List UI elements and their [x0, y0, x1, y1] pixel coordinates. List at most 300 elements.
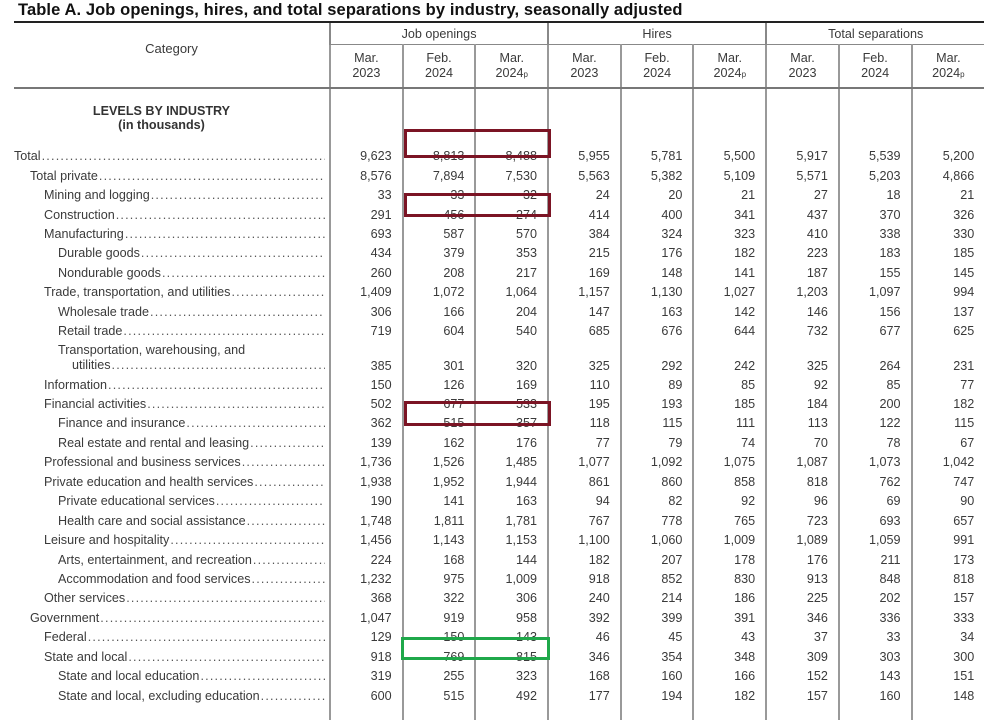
row-label-text: Nondurable goods [58, 264, 162, 283]
dot-leader [151, 186, 325, 205]
cell-hires: 858 [693, 473, 766, 492]
cell-hires: 193 [621, 395, 694, 414]
table-row [14, 648, 984, 667]
cell-job-openings: 8,576 [330, 166, 403, 185]
cell-total-separations: 913 [766, 570, 839, 589]
cell-total-separations: 1,073 [839, 453, 912, 472]
cell-job-openings: 1,047 [330, 609, 403, 628]
cell-hires: 79 [621, 434, 694, 453]
section-row [14, 88, 984, 147]
table-row [14, 492, 984, 511]
cell-total-separations: 1,059 [839, 531, 912, 550]
dot-leader [128, 648, 325, 667]
row-label-text: Accommodation and food services [58, 570, 252, 589]
dot-leader [126, 589, 325, 608]
table-row [14, 205, 984, 224]
cell-hires: 5,500 [693, 147, 766, 166]
preliminary-marker: p [960, 70, 965, 79]
section-heading [14, 88, 330, 147]
dot-leader [186, 414, 325, 433]
cell-hires: 21 [693, 186, 766, 205]
table-row [14, 511, 984, 530]
cell-hires: 384 [548, 225, 621, 244]
cell-job-openings: 719 [330, 322, 403, 341]
cell-hires: 147 [548, 303, 621, 322]
cell-total-separations: 184 [766, 395, 839, 414]
cell-hires: 5,382 [621, 166, 694, 185]
cell-hires: 5,955 [548, 147, 621, 166]
cell-hires: 644 [693, 322, 766, 341]
row-label-text: State and local [44, 648, 128, 667]
row-label-line1: Transportation, warehousing, and [58, 343, 246, 358]
cell-job-openings: 32 [475, 186, 548, 205]
month-header-job-openings [330, 45, 403, 89]
row-label-text: Government [30, 609, 100, 628]
cell-hires: 182 [693, 244, 766, 263]
cell-total-separations: 625 [912, 322, 984, 341]
cell-job-openings: 255 [403, 667, 476, 686]
table-row [14, 434, 984, 453]
cell-job-openings: 379 [403, 244, 476, 263]
cell-job-openings: 8,488 [475, 147, 548, 166]
year-label [841, 66, 910, 81]
cell-total-separations: 223 [766, 244, 839, 263]
cell-hires: 852 [621, 570, 694, 589]
cell-total-separations: 264 [839, 341, 912, 375]
cell-hires: 110 [548, 375, 621, 394]
row-label-text: State and local, excluding education [58, 687, 261, 706]
cell-total-separations: 5,539 [839, 147, 912, 166]
header-group-row [14, 23, 984, 45]
cell-job-openings: 533 [475, 395, 548, 414]
year-text: 2023 [788, 66, 817, 80]
row-label [14, 395, 330, 414]
cell-hires: 142 [693, 303, 766, 322]
cell-total-separations: 78 [839, 434, 912, 453]
row-label-text: Construction [44, 206, 116, 225]
cell-hires: 178 [693, 550, 766, 569]
section-subtitle: (in thousands) [118, 118, 205, 132]
row-label-text: State and local education [58, 667, 200, 686]
table-row [14, 589, 984, 608]
year-text: 2024 [643, 66, 672, 80]
row-label [14, 570, 330, 589]
cell-hires: 207 [621, 550, 694, 569]
table-row [14, 322, 984, 341]
table-row [14, 531, 984, 550]
dot-leader [253, 551, 325, 570]
cell-job-openings: 319 [330, 667, 403, 686]
dot-leader [216, 492, 325, 511]
preliminary-marker: p [741, 70, 747, 79]
cell-hires: 323 [693, 225, 766, 244]
cell-total-separations: 182 [912, 395, 984, 414]
table-row [14, 453, 984, 472]
cell-job-openings: 815 [475, 648, 548, 667]
cell-hires: 400 [621, 205, 694, 224]
cell-hires: 765 [693, 511, 766, 530]
row-label-text: Finance and insurance [58, 414, 186, 433]
row-label-text: Leisure and hospitality [44, 531, 170, 550]
cell-hires: 348 [693, 648, 766, 667]
year-text: 2024 [425, 66, 454, 80]
cell-total-separations: 115 [912, 414, 984, 433]
cell-total-separations: 185 [912, 244, 984, 263]
cell-total-separations: 994 [912, 283, 984, 302]
cell-hires: 111 [693, 414, 766, 433]
cell-total-separations: 762 [839, 473, 912, 492]
cell-hires: 242 [693, 341, 766, 375]
cell-total-separations: 152 [766, 667, 839, 686]
table-row [14, 186, 984, 205]
cell-hires: 1,027 [693, 283, 766, 302]
cell-total-separations: 176 [766, 550, 839, 569]
cell-job-openings: 306 [330, 303, 403, 322]
cell-job-openings: 604 [403, 322, 476, 341]
table-title: Table A. Job openings, hires, and total separations by industry, seasonally adjusted [18, 1, 683, 19]
row-label [14, 147, 330, 166]
row-label [14, 473, 330, 492]
month-label: Feb. [426, 51, 452, 65]
year-label [332, 66, 401, 81]
cell-total-separations: 1,097 [839, 283, 912, 302]
cell-total-separations: 410 [766, 225, 839, 244]
dot-leader [112, 358, 326, 373]
cell-hires: 43 [693, 628, 766, 647]
cell-total-separations: 137 [912, 303, 984, 322]
month-header-job-openings [403, 45, 476, 89]
cell-total-separations: 90 [912, 492, 984, 511]
row-label-text: Durable goods [58, 244, 141, 263]
cell-job-openings: 1,485 [475, 453, 548, 472]
cell-job-openings: 306 [475, 589, 548, 608]
cell-job-openings: 322 [403, 589, 476, 608]
row-label-line2: utilities [72, 358, 111, 373]
cell-total-separations: 693 [839, 511, 912, 530]
cell-hires: 676 [621, 322, 694, 341]
cell-hires: 195 [548, 395, 621, 414]
cell-job-openings: 1,736 [330, 453, 403, 472]
table-row [14, 283, 984, 302]
cell-hires: 240 [548, 589, 621, 608]
cell-job-openings: 918 [330, 648, 403, 667]
cell-hires: 1,060 [621, 531, 694, 550]
row-label [14, 628, 330, 647]
cell-total-separations: 309 [766, 648, 839, 667]
cell-hires: 77 [548, 434, 621, 453]
cell-job-openings: 362 [330, 414, 403, 433]
dot-leader [42, 147, 325, 166]
year-label [623, 66, 692, 81]
year-text: 2024 [713, 66, 742, 80]
cell-job-openings: 1,456 [330, 531, 403, 550]
group-header-total-separations: Total separations [766, 23, 984, 45]
cell-job-openings: 1,072 [403, 283, 476, 302]
cell-hires: 24 [548, 186, 621, 205]
row-label [14, 205, 330, 224]
cell-hires: 354 [621, 648, 694, 667]
table-row [14, 628, 984, 647]
row-label-text: Total private [30, 167, 99, 186]
row-label-text: Professional and business services [44, 453, 242, 472]
cell-hires: 45 [621, 628, 694, 647]
row-label-text: Private education and health services [44, 473, 254, 492]
cell-job-openings: 208 [403, 264, 476, 283]
month-header-hires [621, 45, 694, 89]
dot-leader [123, 322, 325, 341]
cell-job-openings: 1,944 [475, 473, 548, 492]
row-label [14, 166, 330, 185]
cell-total-separations: 173 [912, 550, 984, 569]
cell-hires: 169 [548, 264, 621, 283]
year-label [695, 66, 764, 81]
row-label-text: Financial activities [44, 395, 147, 414]
row-label-text: Trade, transportation, and utilities [44, 283, 231, 302]
cell-hires: 860 [621, 473, 694, 492]
row-label-text: Mining and logging [44, 186, 151, 205]
cell-job-openings: 975 [403, 570, 476, 589]
year-text: 2024 [861, 66, 890, 80]
cell-total-separations: 818 [912, 570, 984, 589]
table-row [14, 473, 984, 492]
row-label-text: Private educational services [58, 492, 216, 511]
table-row [14, 264, 984, 283]
dot-leader [88, 628, 325, 647]
cell-hires: 414 [548, 205, 621, 224]
cell-total-separations: 1,203 [766, 283, 839, 302]
cell-job-openings: 1,153 [475, 531, 548, 550]
cell-total-separations: 5,200 [912, 147, 984, 166]
cell-job-openings: 502 [330, 395, 403, 414]
row-label-text: Manufacturing [44, 225, 125, 244]
row-label [14, 648, 330, 667]
dot-leader [261, 687, 325, 706]
cell-total-separations: 211 [839, 550, 912, 569]
dot-leader [162, 264, 325, 283]
month-header-job-openings [475, 45, 548, 89]
cell-total-separations: 4,866 [912, 166, 984, 185]
cell-total-separations: 202 [839, 589, 912, 608]
cell-job-openings: 166 [403, 303, 476, 322]
cell-job-openings: 190 [330, 492, 403, 511]
row-label [14, 341, 330, 375]
cell-hires: 148 [621, 264, 694, 283]
cell-job-openings: 357 [475, 414, 548, 433]
cell-total-separations: 187 [766, 264, 839, 283]
cell-hires: 94 [548, 492, 621, 511]
cell-job-openings: 515 [403, 414, 476, 433]
dot-leader [254, 473, 325, 492]
month-label: Mar. [499, 51, 524, 65]
row-label-text: Health care and social assistance [58, 512, 247, 531]
cell-total-separations: 155 [839, 264, 912, 283]
cell-hires: 92 [693, 492, 766, 511]
cell-job-openings: 1,526 [403, 453, 476, 472]
row-label-text: Wholesale trade [58, 303, 150, 322]
dot-leader [200, 667, 325, 686]
cell-job-openings: 958 [475, 609, 548, 628]
cell-job-openings: 1,811 [403, 511, 476, 530]
row-label [14, 434, 330, 453]
year-text: 2024 [495, 66, 524, 80]
cell-total-separations: 27 [766, 186, 839, 205]
table-row [14, 166, 984, 185]
cell-total-separations: 370 [839, 205, 912, 224]
dot-leader [242, 453, 325, 472]
cell-job-openings: 274 [475, 205, 548, 224]
cell-hires: 186 [693, 589, 766, 608]
row-label [14, 531, 330, 550]
month-label: Mar. [790, 51, 815, 65]
cell-job-openings: 320 [475, 341, 548, 375]
cell-total-separations: 96 [766, 492, 839, 511]
month-label: Mar. [572, 51, 597, 65]
row-label [14, 264, 330, 283]
year-label [768, 66, 837, 81]
cell-job-openings: 570 [475, 225, 548, 244]
year-label [550, 66, 619, 81]
row-label [14, 686, 330, 705]
cell-hires: 1,009 [693, 531, 766, 550]
cell-job-openings: 368 [330, 589, 403, 608]
row-label-text: Retail trade [58, 322, 123, 341]
cell-job-openings: 456 [403, 205, 476, 224]
cell-hires: 391 [693, 609, 766, 628]
row-label [14, 550, 330, 569]
cell-total-separations: 5,571 [766, 166, 839, 185]
dot-leader [99, 167, 325, 186]
cell-job-openings: 769 [403, 648, 476, 667]
row-label-text: Arts, entertainment, and recreation [58, 551, 253, 570]
cell-total-separations: 747 [912, 473, 984, 492]
cell-hires: 176 [621, 244, 694, 263]
table-row [14, 225, 984, 244]
cell-total-separations: 336 [839, 609, 912, 628]
cell-hires: 89 [621, 375, 694, 394]
dot-leader [116, 206, 325, 225]
cell-hires: 1,157 [548, 283, 621, 302]
cell-hires: 74 [693, 434, 766, 453]
cell-hires: 141 [693, 264, 766, 283]
month-header-hires [693, 45, 766, 89]
month-label: Feb. [644, 51, 670, 65]
row-label-text: Other services [44, 589, 126, 608]
row-label-text: Total [14, 147, 42, 166]
cell-hires: 194 [621, 686, 694, 705]
cell-hires: 1,092 [621, 453, 694, 472]
row-label [14, 511, 330, 530]
cell-hires: 82 [621, 492, 694, 511]
month-header-hires [548, 45, 621, 89]
cell-job-openings: 9,623 [330, 147, 403, 166]
cell-hires: 392 [548, 609, 621, 628]
row-label [14, 244, 330, 263]
category-header: Category [14, 23, 330, 88]
cell-total-separations: 225 [766, 589, 839, 608]
cell-total-separations: 77 [912, 375, 984, 394]
year-label [405, 66, 474, 81]
cell-hires: 115 [621, 414, 694, 433]
row-label [14, 225, 330, 244]
cell-hires: 46 [548, 628, 621, 647]
cell-hires: 767 [548, 511, 621, 530]
month-header-total-separations [839, 45, 912, 89]
cell-job-openings: 1,409 [330, 283, 403, 302]
cell-job-openings: 1,064 [475, 283, 548, 302]
cell-total-separations: 437 [766, 205, 839, 224]
table-bottom-padding [14, 706, 984, 720]
row-label [14, 375, 330, 394]
cell-job-openings: 139 [330, 434, 403, 453]
row-label-text: Federal [44, 628, 88, 647]
cell-total-separations: 18 [839, 186, 912, 205]
row-label [14, 667, 330, 686]
cell-total-separations: 69 [839, 492, 912, 511]
cell-hires: 5,781 [621, 147, 694, 166]
cell-total-separations: 346 [766, 609, 839, 628]
cell-total-separations: 5,917 [766, 147, 839, 166]
table-row [14, 244, 984, 263]
preliminary-marker: p [523, 70, 528, 79]
cell-total-separations: 70 [766, 434, 839, 453]
table-row [14, 686, 984, 705]
cell-job-openings: 434 [330, 244, 403, 263]
table-row [14, 414, 984, 433]
cell-job-openings: 353 [475, 244, 548, 263]
row-label [14, 303, 330, 322]
cell-total-separations: 160 [839, 686, 912, 705]
jolts-table [14, 23, 984, 720]
cell-total-separations: 183 [839, 244, 912, 263]
cell-job-openings: 587 [403, 225, 476, 244]
cell-hires: 1,100 [548, 531, 621, 550]
cell-job-openings: 1,009 [475, 570, 548, 589]
cell-total-separations: 113 [766, 414, 839, 433]
table-row [14, 570, 984, 589]
dot-leader [247, 512, 325, 531]
table-row [14, 609, 984, 628]
table-row [14, 303, 984, 322]
month-label: Mar. [717, 51, 743, 65]
cell-total-separations: 330 [912, 225, 984, 244]
cell-total-separations: 723 [766, 511, 839, 530]
cell-total-separations: 34 [912, 628, 984, 647]
cell-job-openings: 126 [403, 375, 476, 394]
cell-hires: 177 [548, 686, 621, 705]
cell-job-openings: 291 [330, 205, 403, 224]
dot-leader [100, 609, 325, 628]
table-row [14, 667, 984, 686]
cell-job-openings: 150 [403, 628, 476, 647]
cell-total-separations: 122 [839, 414, 912, 433]
cell-job-openings: 515 [403, 686, 476, 705]
cell-job-openings: 260 [330, 264, 403, 283]
month-header-total-separations [766, 45, 839, 89]
cell-job-openings: 163 [475, 492, 548, 511]
cell-job-openings: 129 [330, 628, 403, 647]
cell-total-separations: 146 [766, 303, 839, 322]
cell-hires: 399 [621, 609, 694, 628]
cell-hires: 182 [693, 686, 766, 705]
cell-job-openings: 8,813 [403, 147, 476, 166]
cell-total-separations: 143 [839, 667, 912, 686]
cell-hires: 1,075 [693, 453, 766, 472]
dot-leader [141, 244, 325, 263]
cell-total-separations: 303 [839, 648, 912, 667]
cell-hires: 324 [621, 225, 694, 244]
cell-total-separations: 1,042 [912, 453, 984, 472]
cell-job-openings: 301 [403, 341, 476, 375]
